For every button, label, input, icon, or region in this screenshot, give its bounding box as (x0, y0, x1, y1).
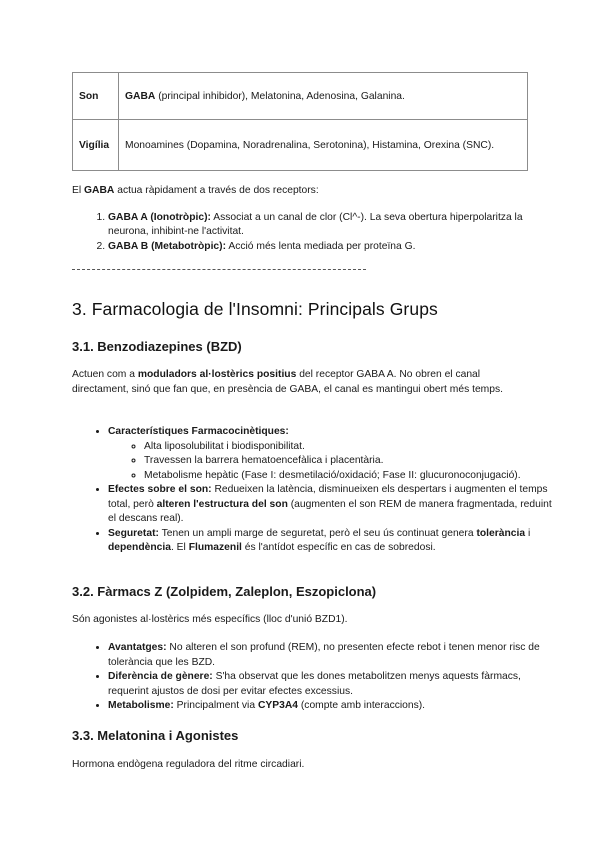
bold-term: Flumazenil (188, 542, 242, 553)
bold-term: Efectes sobre el son: (108, 484, 212, 495)
divider-line (72, 269, 366, 270)
table-cell-substances (119, 120, 528, 171)
gaba-intro-paragraph (72, 184, 532, 199)
list-item (108, 483, 558, 527)
list-item (108, 641, 558, 670)
bzd-intro-paragraph (72, 368, 532, 397)
text: . El (170, 542, 189, 553)
bold-term: Metabolisme: (108, 700, 174, 711)
bold-term: alteren l'estructura del son (156, 498, 288, 510)
bold-term: Avantatges: (108, 642, 167, 653)
subsection-heading-z-drugs: 3.2. Fàrmacs Z (Zolpidem, Zaleplon, Eszopiclona) (72, 584, 377, 599)
cell-text: Monoamines (Dopamina, Noradrenalina, Serotonina), Histamina, Orexina (SNC). (125, 139, 495, 151)
z-list (72, 641, 558, 714)
section-heading: 3. Farmacologia de l'Insomni: Principals Grups (72, 299, 438, 319)
text: Redueixen la latència, disminueixen els despertars i augmenten el temps total, però (108, 484, 548, 510)
text: No alteren el son profund (REM), no presenten efecte rebot i tenen menor risc de tolerància que les BZD. (108, 642, 540, 668)
list-item (108, 699, 558, 714)
text: Acció més lenta mediada per proteïna G. (226, 240, 416, 252)
bold-term: Característiques Farmacocinètiques: (108, 426, 289, 437)
table-row (73, 120, 528, 171)
list-item: ◦ Metabolisme hepàtic (Fase I: desmetilació/oxidació; Fase II: glucuronoconjugació). (144, 469, 558, 484)
list-item: ◦ Alta liposolubilitat i biodisponibilitat. (144, 440, 558, 455)
text: del receptor GABA A. No obren el canal directament, sinó que fan que, en presència de GABA, el canal es mantingui obert més temps. (72, 369, 503, 395)
table-cell-substances (119, 73, 528, 120)
bold-term: Seguretat: (108, 527, 159, 539)
bold-term: moduladors al·lostèrics positius (137, 369, 297, 380)
bold-term: GABA B (Metabotròpic): (108, 240, 227, 252)
table-row (73, 73, 528, 120)
list-item (108, 425, 558, 483)
text: El (72, 185, 85, 196)
list-item (108, 240, 560, 254)
text: S'ha observat que les dones metabolitzen menys aquests fàrmacs, requerint ajustos de dosi per evitar efectes excessius. (108, 671, 521, 697)
bzd-list (72, 425, 558, 556)
bold-term: Diferència de gènere: (108, 671, 213, 682)
bold-term: GABA (125, 90, 156, 102)
text: és l'antídot específic en cas de sobredosi. (241, 542, 436, 553)
list-item (108, 670, 558, 699)
receptor-list (72, 211, 560, 254)
bold-term: GABA A (Ionotròpic): (108, 212, 211, 223)
list-item (108, 211, 560, 240)
cell-text: (principal inhibidor), Melatonina, Adenosina, Galanina. (155, 90, 405, 102)
text: i (525, 527, 531, 539)
text: (compte amb interaccions). (298, 700, 426, 711)
z-intro-paragraph: Són agonistes al·lostèrics més específics (lloc d'unió BZD1). (72, 614, 348, 625)
list-item (108, 527, 558, 556)
table-cell-state: Son (73, 73, 119, 120)
bold-term: GABA (84, 185, 115, 196)
melatonin-intro-paragraph: Hormona endògena reguladora del ritme circadiari. (72, 759, 305, 770)
text: Principalment via (173, 700, 258, 711)
sublist (108, 440, 558, 484)
text: Actuen com a (72, 369, 138, 380)
list-item: ◦ Travessen la barrera hematoencefàlica i placentària. (144, 454, 558, 469)
neurotransmitter-table (72, 72, 528, 171)
text: actua ràpidament a través de dos receptors: (114, 185, 319, 196)
subsection-heading-bzd: 3.1. Benzodiazepines (BZD) (72, 339, 242, 354)
subsection-heading-melatonin: 3.3. Melatonina i Agonistes (72, 728, 239, 743)
bold-term: tolerància (476, 527, 526, 539)
table-cell-state: Vigília (73, 120, 119, 171)
text: Tenen un ampli marge de seguretat, però el seu ús continuat genera (158, 527, 477, 539)
text: (augmenten el son REM de manera fragmentada, reduint el descans real). (108, 498, 552, 524)
text: Associat a un canal de clor (Cl^-). La seva obertura hiperpolaritza la neurona, inhibint-ne l'activitat. (108, 212, 523, 238)
bold-term: CYP3A4 (257, 700, 298, 711)
bold-term: dependència (108, 542, 171, 553)
